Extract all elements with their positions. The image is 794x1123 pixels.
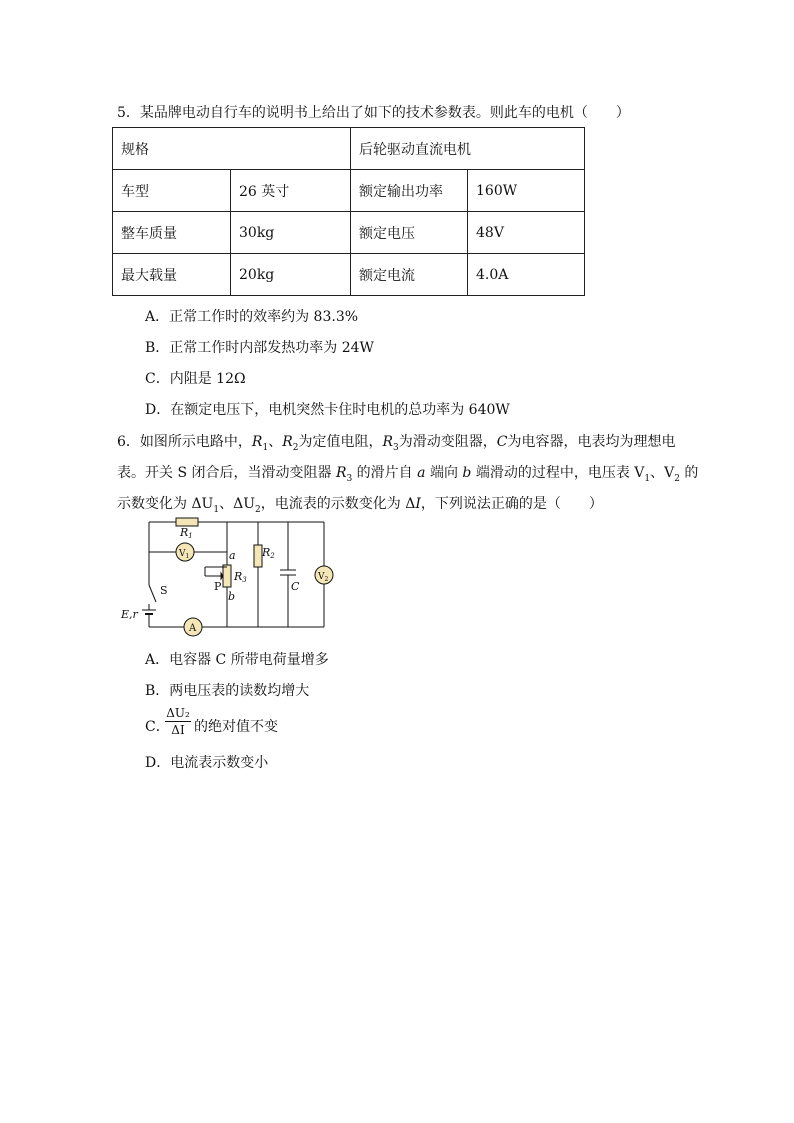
- label-r2: R2: [262, 546, 275, 560]
- fraction-denominator: ΔI: [171, 723, 185, 737]
- stem-subscript: 2: [674, 473, 680, 484]
- stem-text: ，电流表的示数变化为 Δ: [260, 496, 416, 512]
- stem-symbol: R: [335, 465, 347, 481]
- label-end-b: b: [228, 590, 236, 603]
- stem-subscript: 3: [346, 473, 353, 484]
- table-row: [113, 128, 585, 170]
- q6-option-c-prefix: C．: [145, 719, 170, 735]
- table-cell: 26 英寸: [231, 170, 351, 212]
- q5-option-d: D．在额定电压下，电机突然卡住时电机的总功率为 640W: [145, 402, 510, 418]
- stem-text: ，下列说法正确的是（ ）: [420, 496, 603, 512]
- stem-text: 、V: [650, 465, 675, 481]
- table-cell: 20kg: [231, 254, 351, 296]
- stem-text: 端向: [425, 465, 463, 481]
- label-r3: R3: [234, 570, 247, 584]
- q6-option-b: B．两电压表的读数均增大: [145, 683, 310, 699]
- stem-symbol: b: [462, 465, 472, 481]
- label-end-a: a: [229, 549, 236, 562]
- switch-s: [149, 585, 156, 602]
- stem-subscript: 2: [255, 504, 261, 515]
- resistor-r3: [223, 565, 231, 587]
- question-5-stem: 5．某品牌电动自行车的说明书上给出了如下的技术参数表。则此车的电机（ ）: [117, 105, 630, 121]
- stem-text: 的: [679, 465, 699, 481]
- stem-text: 为滑动变阻器，: [398, 434, 497, 450]
- stem-subscript: 1: [644, 473, 651, 484]
- stem-text: 6．如图所示电路中，: [117, 434, 252, 450]
- label-r1: R1: [180, 526, 193, 540]
- table-row: [113, 170, 585, 212]
- q6-option-c-fraction: [163, 705, 193, 738]
- stem-symbol: a: [417, 465, 426, 481]
- label-ammeter: A: [189, 623, 197, 634]
- table-cell: 后轮驱动直流电机: [351, 128, 585, 170]
- label-v1: $V_1$: [179, 549, 190, 560]
- stem-text: 表。开关 S 闭合后，当滑动变阻器: [117, 465, 336, 481]
- table-cell: 4.0A: [468, 254, 585, 296]
- stem-text: 为定值电阻，: [298, 434, 383, 450]
- stem-subscript: 1: [262, 442, 269, 453]
- q6-option-a: A．电容器 C 所带电荷量增多: [145, 652, 329, 668]
- circuit-diagram: [112, 512, 342, 637]
- table-cell: 规格: [113, 128, 351, 170]
- stem-symbol: R: [282, 434, 293, 450]
- stem-text: 的滑片自: [352, 465, 418, 481]
- stem-symbol: R: [251, 434, 263, 450]
- table-row: [113, 212, 585, 254]
- stem-subscript: 3: [393, 442, 399, 453]
- label-switch-s: S: [160, 584, 168, 597]
- table-cell: 额定输出功率: [351, 170, 468, 212]
- table-row: [113, 254, 585, 296]
- label-slider-p: P: [214, 580, 222, 593]
- table-cell: 额定电压: [351, 212, 468, 254]
- label-c: C: [291, 580, 300, 593]
- spec-table: [112, 127, 585, 296]
- resistor-r2: [254, 545, 262, 567]
- q6-option-c-suffix: 的绝对值不变: [194, 719, 278, 735]
- q5-option-a: A．正常工作时的效率约为 83.3%: [145, 309, 359, 325]
- stem-subscript: 1: [213, 504, 220, 515]
- table-cell: 最大载量: [113, 254, 231, 296]
- stem-symbol: I: [415, 496, 421, 512]
- q5-option-b: B．正常工作时内部发热功率为 24W: [145, 340, 374, 356]
- q6-option-d: D．电流表示数变小: [145, 755, 269, 771]
- stem-text: 为电容器，电表均为理想电: [507, 434, 676, 450]
- table-cell: 额定电流: [351, 254, 468, 296]
- stem-text: 端滑动的过程中，电压表 V: [471, 465, 645, 481]
- label-v2: $V_2$: [318, 572, 329, 583]
- stem-symbol: R: [382, 434, 394, 450]
- table-cell: 160W: [468, 170, 585, 212]
- stem-text: 、: [268, 434, 283, 450]
- question-6-stem-line-1: [117, 431, 675, 453]
- stem-symbol: C: [496, 434, 508, 450]
- table-cell: 48V: [468, 212, 585, 254]
- stem-subscript: 2: [292, 442, 299, 453]
- table-cell: 30kg: [231, 212, 351, 254]
- resistor-r1: [176, 518, 198, 526]
- question-6-stem-line-2: [117, 462, 698, 484]
- fraction-numerator: ΔU₂: [166, 706, 190, 720]
- q5-option-c: C．内阻是 12Ω: [145, 371, 246, 387]
- label-source: E,r: [121, 608, 138, 621]
- stem-text: 、ΔU: [219, 496, 256, 512]
- stem-text: 示数变化为 ΔU: [117, 496, 214, 512]
- table-cell: 车型: [113, 170, 231, 212]
- table-cell: 整车质量: [113, 212, 231, 254]
